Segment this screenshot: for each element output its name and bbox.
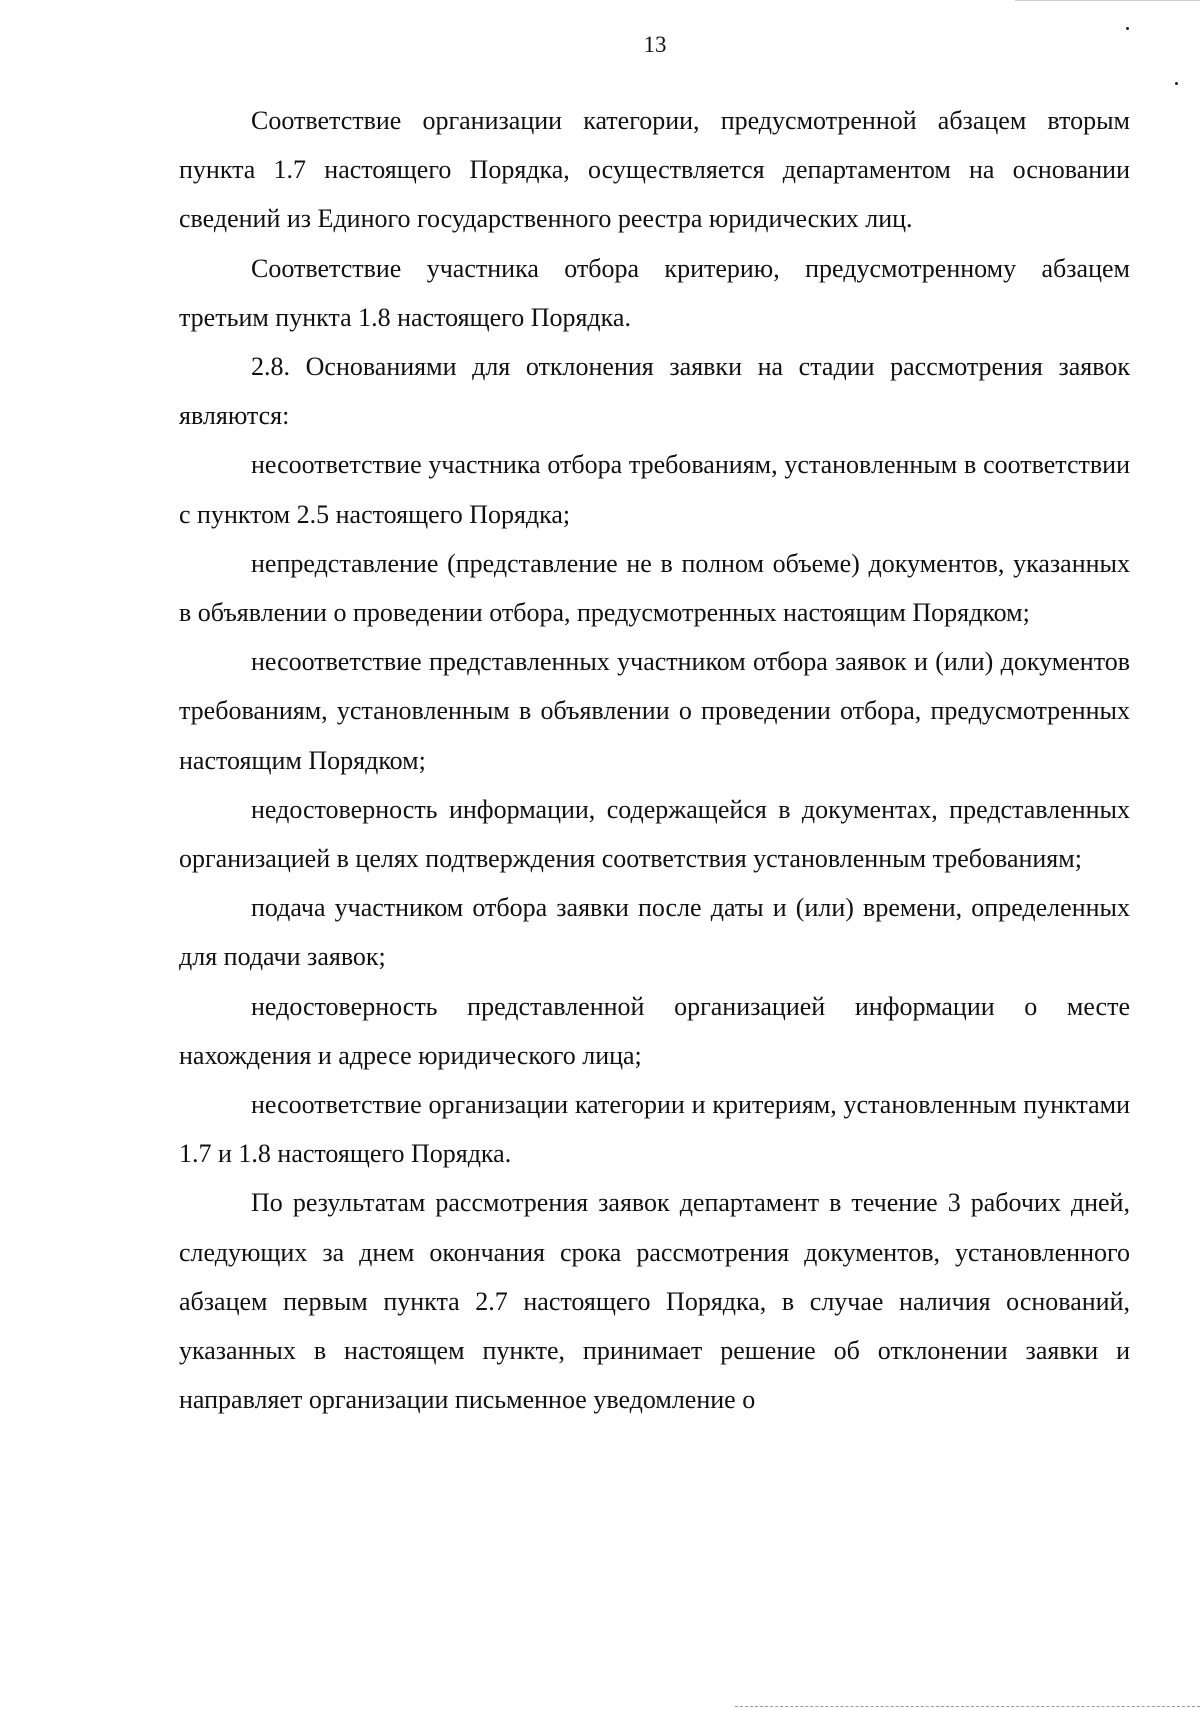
scan-edge-bottom [735, 1706, 1200, 1707]
paragraph: недостоверность информации, содержащейся в документах, представленных организацией в целях подтверждения соответствия установленным требованиям; [179, 794, 1130, 874]
paragraph: По результатам рассмотрения заявок департамент в течение 3 рабочих дней, следующих за днем окончания срока рассмотрения документов, установленного абзацем первым пункта 2.7 настоящего Порядка, в случае наличия оснований, указанных в настоящем пункте, принимает решение об отклонении заявки и направляет организации письменное уведомление о [179, 1188, 1130, 1415]
scan-edge-top [1015, 0, 1200, 1]
paragraph: подача участником отбора заявки после даты и (или) времени, определенных для подачи заявок; [179, 893, 1130, 972]
scan-speck [1175, 82, 1178, 85]
paragraph: Соответствие участника отбора критерию, предусмотренному абзацем третьим пункта 1.8 настоящего Порядка. [179, 253, 1130, 332]
paragraph: несоответствие организации категории и критериям, установленным пунктами 1.7 и 1.8 настоящего Порядка. [179, 1090, 1130, 1169]
paragraph: непредставление (представление не в полном объеме) документов, указанных в объявлении о проведении отбора, предусмотренных настоящим Порядком; [179, 548, 1130, 628]
paragraph: Соответствие организации категории, предусмотренной абзацем вторым пункта 1.7 настоящего Порядка, осуществляется департаментом на основании сведений из Единого государственного реестра юридических лиц. [179, 106, 1130, 234]
paragraph: несоответствие представленных участником отбора заявок и (или) документов требованиям, установленным в объявлении о проведении отбора, предусмотренных настоящим Порядком; [179, 647, 1130, 775]
paragraph: 2.8. Основаниями для отклонения заявки на стадии рассмотрения заявок являются: [179, 352, 1130, 431]
document-body [179, 96, 1130, 1424]
paragraph: недостоверность представленной организацией информации о месте нахождения и адресе юридического лица; [179, 991, 1130, 1070]
page-number: 13 [643, 32, 667, 57]
paragraph: несоответствие участника отбора требованиям, установленным в соответствии с пунктом 2.5 настоящего Порядка; [179, 450, 1130, 529]
